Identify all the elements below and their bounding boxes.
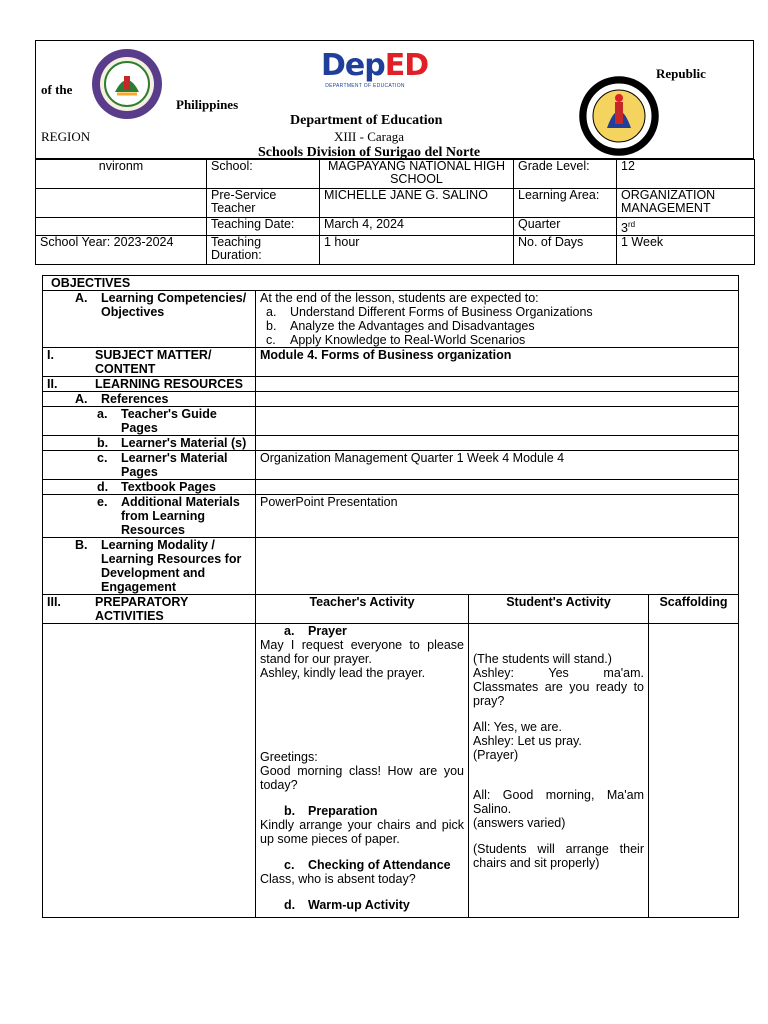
duration-label: Teaching Duration: [207, 236, 320, 265]
area-label: Learning Area: [514, 189, 617, 218]
quarter-label: Quarter [514, 218, 617, 236]
reference-row [43, 451, 739, 480]
student-activity-content: (The students will stand.) Ashley: Yes ma'am. Classmates are you ready to pray? All: Yes, we are. Ashley: Let us pray. (Prayer) All: Good morning, Ma'am Salino. (answers varied) (Students will arrange their chairs and sit properly) [469, 624, 649, 918]
competencies-content: At the end of the lesson, students are expected to: a. Understand Different Forms of Business Organizations b. Analyze the Advantages and Disadvantages c. Apply Knowledge to Real-World Scenarios [256, 291, 739, 348]
reference-label: a. Teacher's Guide Pages [43, 407, 256, 436]
division-seal-logo [579, 76, 659, 156]
school-year: School Year: 2023-2024 [36, 236, 207, 265]
scaffolding-header: Scaffolding [649, 595, 739, 624]
days-value: 1 Week [617, 236, 755, 265]
reference-value: PowerPoint Presentation [256, 495, 739, 538]
reference-label: e. Additional Materials from Learning Resources [43, 495, 256, 538]
days-label: No. of Days [514, 236, 617, 265]
competencies-label: A. Learning Competencies/ Objectives [43, 291, 256, 348]
header-of-the: of the [41, 82, 73, 97]
grade-value: 12 [617, 160, 755, 189]
school-value: MAGPAYANG NATIONAL HIGH SCHOOL [320, 160, 514, 189]
duration-value: 1 hour [320, 236, 514, 265]
teacher-label: Pre-Service Teacher [207, 189, 320, 218]
learning-resources-label: II. LEARNING RESOURCES [43, 377, 256, 392]
reference-value: Organization Management Quarter 1 Week 4 Module 4 [256, 451, 739, 480]
teacher-activity-content: a. Prayer May I request everyone to please stand for our prayer. Ashley, kindly lead the prayer. Greetings: Good morning class! How are you today? b. Preparation Kindly arrange your chairs and pick up some pieces of paper. c. Checking of Attendance Class, who is absent today? d. Warm-up Activity [256, 624, 469, 918]
subject-matter-value: Module 4. Forms of Business organization [256, 348, 739, 377]
lesson-plan-table [42, 275, 739, 918]
header-region-label: REGION [41, 129, 91, 144]
subject-matter-label: I. SUBJECT MATTER/ CONTENT [43, 348, 256, 377]
teacher-value: MICHELLE JANE G. SALINO [320, 189, 514, 218]
header-philippines: Philippines [176, 97, 239, 112]
school-seal-logo [91, 48, 163, 120]
objective-item: c. Apply Knowledge to Real-World Scenarios [266, 333, 526, 347]
modality-label: B. Learning Modality / Learning Resources for Development and Engagement [43, 538, 256, 595]
objective-item: b. Analyze the Advantages and Disadvantages [266, 319, 535, 333]
objectives-heading: OBJECTIVES [43, 276, 739, 291]
reference-row [43, 436, 739, 451]
grade-label: Grade Level: [514, 160, 617, 189]
header-department: Department of Education [290, 113, 443, 128]
reference-value [256, 436, 739, 451]
preparatory-label: III. PREPARATORY ACTIVITIES [43, 595, 256, 624]
header-division: Schools Division of Surigao del Norte [258, 145, 481, 160]
reference-row [43, 495, 739, 538]
area-value: ORGANIZATION MANAGEMENT [617, 189, 755, 218]
school-label: School: [207, 160, 320, 189]
teacher-activity-header: Teacher's Activity [256, 595, 469, 624]
date-label: Teaching Date: [207, 218, 320, 236]
document-header [35, 40, 754, 159]
info-left-top: nvironm [36, 160, 207, 189]
deped-logo: DepED DEPARTMENT OF EDUCATION [321, 48, 429, 89]
reference-label: d. Textbook Pages [43, 480, 256, 495]
reference-row [43, 407, 739, 436]
header-region: XIII - Caraga [334, 129, 405, 144]
header-republic: Republic [656, 66, 706, 81]
objective-item: a. Understand Different Forms of Business Organizations [266, 305, 593, 319]
quarter-value: 3rd [617, 218, 755, 236]
reference-row [43, 480, 739, 495]
scaffolding-content [649, 624, 739, 918]
references-label: A. References [43, 392, 256, 407]
student-activity-header: Student's Activity [469, 595, 649, 624]
reference-value [256, 407, 739, 436]
reference-value [256, 480, 739, 495]
reference-label: c. Learner's Material Pages [43, 451, 256, 480]
lesson-info-table [35, 159, 755, 265]
date-value: March 4, 2024 [320, 218, 514, 236]
reference-label: b. Learner's Material (s) [43, 436, 256, 451]
